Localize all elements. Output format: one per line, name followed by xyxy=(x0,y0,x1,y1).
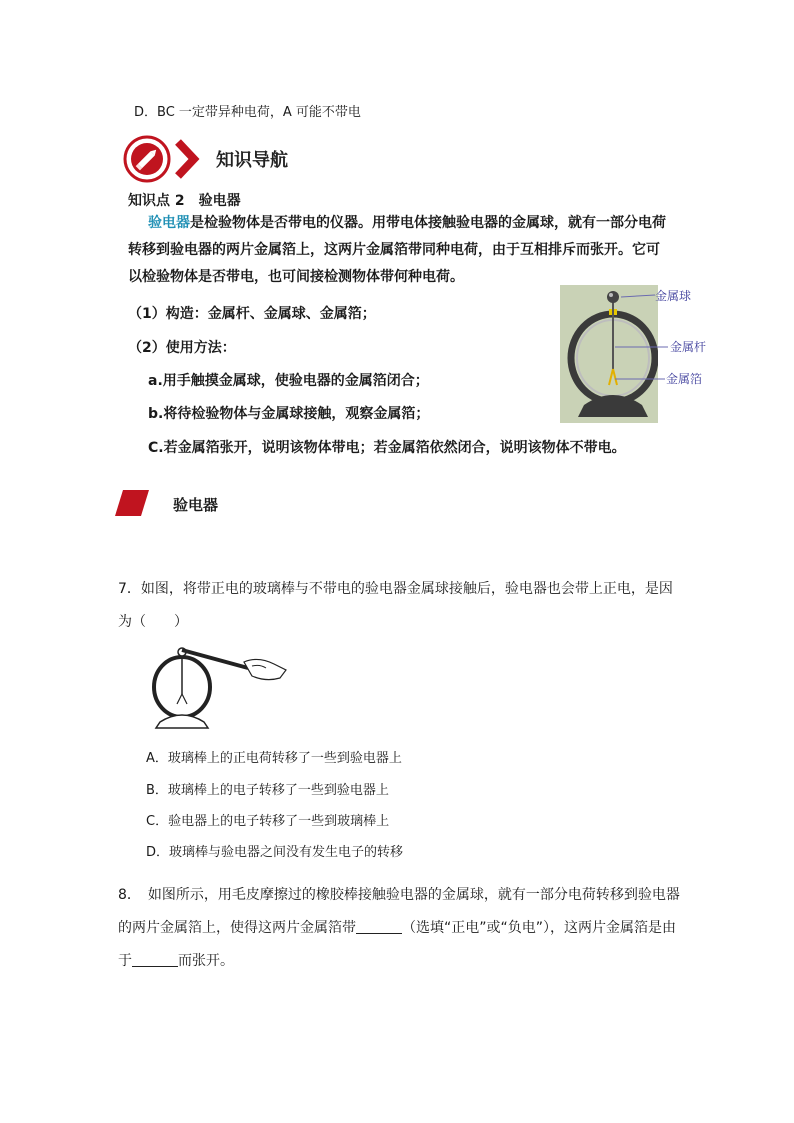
method-step-c: C.若金属箔张开，说明该物体带电；若金属箔依然闭合，说明该物体不带电。 xyxy=(148,440,626,456)
pencil-icon xyxy=(122,134,218,184)
q7-option-a[interactable]: A．玻璃棒上的正电荷转移了一些到验电器上 xyxy=(146,751,402,766)
label-metal-foil: 金属箔 xyxy=(666,372,703,386)
label-metal-ball: 金属球 xyxy=(655,289,692,303)
method-step-b: b.将待检验物体与金属球接触，观察金属箔； xyxy=(148,406,430,422)
structure-text: （1）构造：金属杆、金属球、金属箔； xyxy=(128,306,376,322)
q7-option-b[interactable]: B．玻璃棒上的电子转移了一些到验电器上 xyxy=(146,783,389,798)
q7-stem-line2: 为（ ） xyxy=(118,614,188,630)
term-electroscope: 验电器 xyxy=(148,215,190,231)
prev-option-d: D．BC 一定带异种电荷，A 可能不带电 xyxy=(134,105,361,120)
section-marker xyxy=(115,490,149,516)
q8-blank-2[interactable] xyxy=(132,952,178,967)
method-title: （2）使用方法： xyxy=(128,340,236,356)
q7-electroscope-figure xyxy=(148,642,288,732)
q8-stem: 8． 如图所示，用毛皮摩擦过的橡胶棒接触验电器的金属球，就有一部分电荷转移到验电器的两片金属箔上，使得这两片金属箔带 （选填“正电”或“负电”），这两片金属箔是由于 而张开。 xyxy=(118,887,680,969)
q7-option-c[interactable]: C．验电器上的电子转移了一些到玻璃棒上 xyxy=(146,814,390,829)
q8-blank-1[interactable] xyxy=(356,919,402,934)
method-step-a: a.用手触摸金属球，使验电器的金属箔闭合； xyxy=(148,373,429,389)
electroscope-figure xyxy=(560,285,740,425)
knowledge-description: 验电器是检验物体是否带电的仪器。用带电体接触验电器的金属球，就有一部分电荷转移到验电器的两片金属箔上，这两片金属箔带同种电荷，由于互相排斥而张开。它可以检验物体是否带电，也可间接检测物体带何种电荷。 xyxy=(128,215,666,285)
q7-option-d[interactable]: D．玻璃棒与验电器之间没有发生电子的转移 xyxy=(146,845,404,860)
knowledge-point-title: 知识点 2 验电器 xyxy=(128,193,241,209)
knowledge-nav-header xyxy=(122,134,422,184)
q7-stem-line1: 7．如图，将带正电的玻璃棒与不带电的验电器金属球接触后，验电器也会带上正电，是因 xyxy=(118,581,673,597)
section-title: 验电器 xyxy=(173,496,219,514)
label-metal-rod: 金属杆 xyxy=(670,340,707,354)
nav-title: 知识导航 xyxy=(216,150,288,171)
